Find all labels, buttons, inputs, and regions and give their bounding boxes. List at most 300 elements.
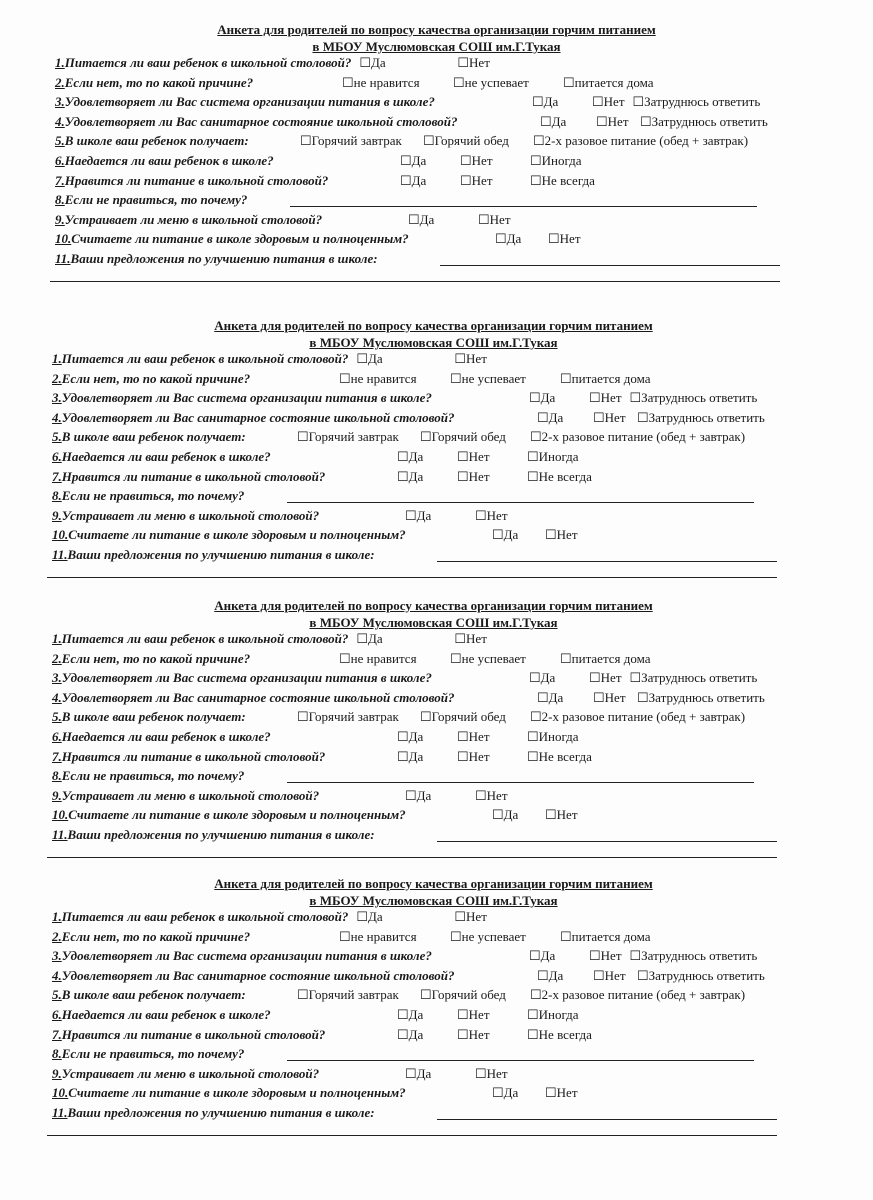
question-row	[55, 133, 845, 151]
checkbox-icon[interactable]: ☐	[420, 709, 432, 725]
checkbox-icon[interactable]: ☐	[397, 1007, 409, 1022]
answer-option[interactable]	[457, 449, 527, 465]
answer-option[interactable]	[527, 1007, 587, 1023]
checkbox-icon[interactable]: ☐	[560, 928, 572, 944]
checkbox-icon[interactable]: ☐	[423, 133, 435, 149]
question-text	[55, 133, 300, 149]
answer-option[interactable]	[454, 351, 495, 367]
checkbox-icon[interactable]: ☐	[632, 94, 645, 110]
answer-option[interactable]	[492, 527, 545, 543]
checkbox-icon[interactable]: ☐	[592, 94, 604, 110]
answer-option[interactable]	[530, 173, 603, 189]
option-label: Да	[548, 967, 564, 983]
checkbox-icon[interactable]: ☐	[420, 987, 432, 1003]
answer-option[interactable]	[420, 709, 530, 725]
answer-option[interactable]	[630, 670, 766, 686]
question-number: 3.	[52, 670, 62, 686]
answer-option[interactable]	[592, 94, 633, 110]
checkbox-icon[interactable]: ☐	[596, 113, 608, 129]
answer-option[interactable]	[630, 948, 766, 964]
question-number: 9.	[55, 211, 65, 227]
form-title: Анкета для родителей по вопросу качества организации горчим питанием	[214, 318, 653, 333]
checkbox-icon[interactable]: ☐	[400, 153, 412, 168]
answer-option[interactable]	[633, 94, 769, 110]
checkbox-icon[interactable]: ☐	[342, 74, 354, 90]
checkbox-icon[interactable]: ☐	[457, 468, 469, 484]
checkbox-icon[interactable]: ☐	[529, 390, 541, 406]
question-text	[52, 1105, 383, 1121]
answer-option[interactable]	[475, 788, 516, 804]
answer-line-input[interactable]	[47, 1135, 777, 1136]
answer-option[interactable]	[460, 173, 530, 189]
checkbox-icon[interactable]: ☐	[356, 909, 369, 924]
checkbox-icon[interactable]: ☐	[530, 987, 542, 1003]
question-label: Наедается ли ваш ребенок в школе?	[61, 729, 271, 744]
checkbox-icon[interactable]: ☐	[450, 928, 462, 944]
form-subtitle: в МБОУ Муслюмовская СОШ им.Г.Тукая	[312, 39, 561, 54]
question-number: 1.	[52, 631, 62, 646]
answer-option[interactable]	[495, 231, 548, 247]
question-row	[52, 390, 842, 408]
question-text	[52, 670, 529, 686]
checkbox-icon[interactable]: ☐	[629, 948, 642, 964]
option-label: Горячий завтрак	[308, 709, 399, 725]
answer-option[interactable]	[478, 212, 519, 228]
answer-line-input[interactable]	[440, 265, 780, 266]
option-label: Нет	[471, 172, 493, 188]
answer-option[interactable]	[400, 173, 460, 189]
checkbox-icon[interactable]: ☐	[593, 409, 605, 425]
question-row	[55, 75, 845, 93]
answer-option[interactable]	[408, 212, 478, 228]
option-label: Да	[506, 231, 522, 247]
question-label: Если не правиться, то почему?	[61, 488, 245, 504]
answer-option[interactable]	[423, 133, 533, 149]
checkbox-icon[interactable]: ☐	[408, 211, 420, 227]
question-row	[52, 429, 842, 447]
answer-option[interactable]	[560, 371, 659, 387]
checkbox-icon[interactable]: ☐	[527, 1007, 539, 1022]
checkbox-icon[interactable]: ☐	[450, 370, 462, 386]
checkbox-icon[interactable]: ☐	[420, 429, 432, 445]
answer-option[interactable]	[457, 729, 527, 745]
answer-option[interactable]	[589, 948, 630, 964]
option-label: Нет	[600, 948, 622, 964]
checkbox-icon[interactable]: ☐	[460, 153, 472, 168]
question-text	[52, 768, 252, 784]
answer-option[interactable]	[454, 631, 495, 647]
checkbox-icon[interactable]: ☐	[537, 689, 549, 705]
option-label: Горячий завтрак	[308, 429, 399, 445]
question-label: Питается ли ваш ребенок в школьной столовой?	[61, 631, 349, 646]
answer-option[interactable]	[529, 670, 589, 686]
checkbox-icon[interactable]: ☐	[457, 748, 469, 764]
form-subtitle: в МБОУ Муслюмовская СОШ им.Г.Тукая	[309, 335, 558, 350]
question-label: Нравится ли питание в школьной столовой?	[61, 1026, 326, 1042]
answer-line-input[interactable]	[287, 1060, 754, 1061]
answer-option[interactable]	[527, 729, 587, 745]
checkbox-icon[interactable]: ☐	[453, 74, 465, 90]
option-label: Да	[368, 631, 383, 646]
checkbox-icon[interactable]: ☐	[560, 650, 572, 666]
answer-option[interactable]	[537, 690, 593, 706]
answer-option[interactable]	[397, 729, 457, 745]
answer-option[interactable]	[596, 114, 640, 130]
question-label: Если нет, то по какой причине?	[61, 928, 251, 944]
checkbox-icon[interactable]: ☐	[530, 172, 542, 188]
checkbox-icon[interactable]: ☐	[397, 449, 409, 464]
checkbox-icon[interactable]: ☐	[457, 1026, 469, 1042]
answer-line-input[interactable]	[47, 857, 777, 858]
checkbox-icon[interactable]: ☐	[640, 113, 652, 129]
answer-line-input[interactable]	[287, 502, 754, 503]
checkbox-icon[interactable]: ☐	[529, 670, 541, 686]
question-text	[52, 351, 356, 367]
checkbox-icon[interactable]: ☐	[589, 670, 601, 686]
question-row	[52, 749, 842, 767]
answer-option[interactable]	[457, 55, 498, 71]
checkbox-icon[interactable]: ☐	[339, 370, 351, 386]
answer-option[interactable]	[589, 390, 630, 406]
question-number: 5.	[52, 429, 62, 445]
answer-option[interactable]	[297, 987, 420, 1003]
answer-option[interactable]	[530, 153, 590, 169]
form-title: Анкета для родителей по вопросу качества организации горчим питанием	[214, 876, 653, 891]
question-row	[52, 351, 842, 369]
answer-option[interactable]	[530, 429, 753, 445]
answer-option[interactable]	[560, 651, 659, 667]
checkbox-icon[interactable]: ☐	[492, 1085, 504, 1101]
checkbox-icon[interactable]: ☐	[589, 948, 601, 964]
checkbox-icon[interactable]: ☐	[478, 211, 490, 227]
checkbox-icon[interactable]: ☐	[495, 231, 507, 247]
option-label: Да	[548, 409, 564, 425]
checkbox-icon[interactable]: ☐	[527, 748, 539, 764]
answer-option[interactable]	[397, 449, 457, 465]
question-label: Ваши предложения по улучшению питания в школе:	[70, 251, 378, 266]
checkbox-icon[interactable]: ☐	[475, 1065, 487, 1081]
checkbox-icon[interactable]: ☐	[297, 709, 309, 725]
checkbox-icon[interactable]: ☐	[629, 390, 642, 406]
answer-option[interactable]	[297, 429, 420, 445]
checkbox-icon[interactable]: ☐	[454, 909, 467, 924]
checkbox-icon[interactable]: ☐	[460, 172, 472, 188]
answer-option[interactable]	[637, 968, 773, 984]
answer-option[interactable]	[548, 231, 589, 247]
answer-option[interactable]	[356, 909, 454, 925]
answer-option[interactable]	[593, 410, 637, 426]
option-label: 2-х разовое питание (обед + завтрак)	[541, 987, 746, 1003]
answer-option[interactable]	[405, 1066, 475, 1082]
option-label: Горячий завтрак	[311, 133, 402, 149]
checkbox-icon[interactable]: ☐	[457, 1007, 469, 1022]
answer-option[interactable]	[527, 1027, 600, 1043]
answer-option[interactable]	[527, 449, 587, 465]
checkbox-icon[interactable]: ☐	[397, 1026, 409, 1042]
answer-option[interactable]	[420, 429, 530, 445]
checkbox-icon[interactable]: ☐	[454, 351, 467, 366]
answer-option[interactable]	[545, 1085, 586, 1101]
question-text	[52, 987, 297, 1003]
question-row	[52, 690, 842, 708]
answer-line-input[interactable]	[47, 577, 777, 578]
question-row	[52, 929, 842, 947]
answer-option[interactable]	[637, 690, 773, 706]
checkbox-icon[interactable]: ☐	[593, 967, 605, 983]
question-row	[55, 231, 845, 249]
answer-option[interactable]	[560, 929, 659, 945]
checkbox-icon[interactable]: ☐	[530, 709, 542, 725]
question-number: 8.	[52, 1046, 62, 1062]
answer-line-input[interactable]	[50, 281, 780, 282]
answer-option[interactable]	[356, 351, 454, 367]
question-number: 6.	[52, 449, 62, 464]
answer-line-input[interactable]	[437, 841, 777, 842]
checkbox-icon[interactable]: ☐	[637, 967, 649, 983]
answer-option[interactable]	[397, 469, 457, 485]
checkbox-icon[interactable]: ☐	[405, 787, 417, 803]
question-number: 11.	[52, 1105, 68, 1120]
checkbox-icon[interactable]: ☐	[560, 370, 572, 386]
answer-option[interactable]	[339, 371, 450, 387]
option-label: Не всегда	[538, 748, 592, 764]
checkbox-icon[interactable]: ☐	[540, 113, 552, 129]
question-label: Удовлетворяет ли Вас санитарное состояние школьной столовой?	[64, 113, 458, 129]
answer-option[interactable]	[529, 390, 589, 406]
answer-option[interactable]	[405, 788, 475, 804]
question-number: 10.	[55, 231, 72, 247]
answer-option[interactable]	[397, 1007, 457, 1023]
checkbox-icon[interactable]: ☐	[359, 55, 372, 70]
question-text	[55, 251, 386, 267]
answer-option[interactable]	[397, 749, 457, 765]
answer-option[interactable]	[457, 469, 527, 485]
answer-option[interactable]	[537, 968, 593, 984]
question-row	[52, 670, 842, 688]
option-label: Нет	[468, 748, 490, 764]
checkbox-icon[interactable]: ☐	[405, 1065, 417, 1081]
checkbox-icon[interactable]: ☐	[529, 948, 541, 964]
question-label: В школе ваш ребенок получает:	[61, 709, 246, 725]
question-label: Устраивает ли меню в школьной столовой?	[64, 211, 323, 227]
checkbox-icon[interactable]: ☐	[339, 928, 351, 944]
checkbox-icon[interactable]: ☐	[545, 1085, 557, 1101]
answer-option[interactable]	[640, 114, 776, 130]
answer-option[interactable]	[457, 1007, 527, 1023]
checkbox-icon[interactable]: ☐	[527, 468, 539, 484]
question-label: Нравится ли питание в школьной столовой?	[64, 172, 329, 188]
question-number: 6.	[52, 1007, 62, 1022]
question-text	[52, 547, 383, 563]
answer-option[interactable]	[593, 690, 637, 706]
checkbox-icon[interactable]: ☐	[492, 527, 504, 543]
checkbox-icon[interactable]: ☐	[527, 1026, 539, 1042]
answer-option[interactable]	[420, 987, 530, 1003]
answer-option[interactable]	[533, 133, 756, 149]
checkbox-icon[interactable]: ☐	[397, 729, 409, 744]
question-row	[52, 1007, 842, 1025]
question-text	[52, 371, 339, 387]
answer-option[interactable]	[589, 670, 630, 686]
answer-option[interactable]	[492, 1085, 545, 1101]
form-title: Анкета для родителей по вопросу качества организации горчим питанием	[217, 22, 656, 37]
answer-line-input[interactable]	[287, 782, 754, 783]
question-number: 8.	[55, 192, 65, 208]
checkbox-icon[interactable]: ☐	[397, 748, 409, 764]
question-row	[55, 55, 845, 73]
checkbox-icon[interactable]: ☐	[405, 507, 417, 523]
checkbox-icon[interactable]: ☐	[397, 468, 409, 484]
question-row	[52, 807, 842, 825]
question-number: 2.	[52, 650, 62, 666]
answer-option[interactable]	[457, 1027, 527, 1043]
option-label: Нет	[468, 729, 490, 744]
answer-option[interactable]	[450, 929, 560, 945]
checkbox-icon[interactable]: ☐	[637, 689, 649, 705]
answer-option[interactable]	[545, 527, 586, 543]
checkbox-icon[interactable]: ☐	[450, 650, 462, 666]
checkbox-icon[interactable]: ☐	[527, 449, 539, 464]
checkbox-icon[interactable]: ☐	[530, 153, 542, 168]
question-number: 2.	[52, 928, 62, 944]
answer-option[interactable]	[339, 651, 450, 667]
checkbox-icon[interactable]: ☐	[475, 507, 487, 523]
checkbox-icon[interactable]: ☐	[563, 74, 575, 90]
question-text	[52, 948, 529, 964]
checkbox-icon[interactable]: ☐	[454, 631, 467, 646]
checkbox-icon[interactable]: ☐	[530, 429, 542, 445]
checkbox-icon[interactable]: ☐	[475, 787, 487, 803]
question-label: Ваши предложения по улучшению питания в школе:	[67, 1105, 375, 1120]
checkbox-icon[interactable]: ☐	[457, 449, 469, 464]
checkbox-icon[interactable]: ☐	[297, 987, 309, 1003]
question-text	[52, 631, 356, 647]
answer-option[interactable]	[540, 114, 596, 130]
answer-option[interactable]	[637, 410, 773, 426]
question-row	[52, 469, 842, 487]
answer-option[interactable]	[630, 390, 766, 406]
checkbox-icon[interactable]: ☐	[545, 807, 557, 823]
checkbox-icon[interactable]: ☐	[400, 172, 412, 188]
answer-option[interactable]	[530, 709, 753, 725]
question-number: 5.	[52, 709, 62, 725]
checkbox-icon[interactable]: ☐	[457, 55, 470, 70]
answer-option[interactable]	[397, 1027, 457, 1043]
checkbox-icon[interactable]: ☐	[629, 670, 642, 686]
checkbox-icon[interactable]: ☐	[545, 527, 557, 543]
question-label: Если не правиться, то почему?	[61, 1046, 245, 1062]
answer-line-input[interactable]	[437, 1119, 777, 1120]
question-row	[55, 251, 845, 269]
answer-option[interactable]	[527, 749, 600, 765]
question-row	[55, 94, 845, 112]
question-label: Если нет, то по какой причине?	[61, 650, 251, 666]
answer-option[interactable]	[563, 75, 662, 91]
option-label: Нет	[556, 527, 578, 543]
question-number: 2.	[55, 74, 65, 90]
answer-option[interactable]	[400, 153, 460, 169]
option-label: Горячий обед	[434, 133, 509, 149]
answer-option[interactable]	[460, 153, 530, 169]
answer-option[interactable]	[457, 749, 527, 765]
option-label: Нет	[486, 787, 508, 803]
answer-option[interactable]	[342, 75, 453, 91]
answer-option[interactable]	[356, 631, 454, 647]
answer-option[interactable]	[405, 508, 475, 524]
checkbox-icon[interactable]: ☐	[548, 231, 560, 247]
option-label: Затруднюсь ответить	[648, 409, 765, 425]
option-label: Да	[540, 670, 556, 686]
checkbox-icon[interactable]: ☐	[637, 409, 649, 425]
checkbox-icon[interactable]: ☐	[492, 807, 504, 823]
answer-option[interactable]	[532, 94, 592, 110]
answer-option[interactable]	[545, 807, 586, 823]
option-label: Горячий обед	[431, 429, 506, 445]
answer-option[interactable]	[492, 807, 545, 823]
checkbox-icon[interactable]: ☐	[589, 390, 601, 406]
option-label: Затруднюсь ответить	[641, 948, 758, 964]
answer-option[interactable]	[537, 410, 593, 426]
checkbox-icon[interactable]: ☐	[297, 429, 309, 445]
checkbox-icon[interactable]: ☐	[300, 133, 312, 149]
checkbox-icon[interactable]: ☐	[537, 967, 549, 983]
answer-option[interactable]	[450, 371, 560, 387]
answer-option[interactable]	[297, 709, 420, 725]
option-label: Не всегда	[538, 1026, 592, 1042]
answer-line-input[interactable]	[290, 206, 757, 207]
option-label: Да	[543, 94, 559, 110]
checkbox-icon[interactable]: ☐	[593, 689, 605, 705]
checkbox-icon[interactable]: ☐	[356, 351, 369, 366]
checkbox-icon[interactable]: ☐	[537, 409, 549, 425]
answer-line-input[interactable]	[437, 561, 777, 562]
option-label: Нет	[468, 1026, 490, 1042]
question-text	[52, 651, 339, 667]
answer-option[interactable]	[450, 651, 560, 667]
option-label: Затруднюсь ответить	[644, 94, 761, 110]
questionnaire-form	[0, 876, 870, 1156]
answer-option[interactable]	[475, 508, 516, 524]
checkbox-icon[interactable]: ☐	[457, 729, 469, 744]
answer-option[interactable]	[454, 909, 495, 925]
answer-option[interactable]	[527, 469, 600, 485]
question-row	[52, 729, 842, 747]
checkbox-icon[interactable]: ☐	[339, 650, 351, 666]
answer-option[interactable]	[300, 133, 423, 149]
checkbox-icon[interactable]: ☐	[527, 729, 539, 744]
checkbox-icon[interactable]: ☐	[356, 631, 369, 646]
option-label: питается дома	[571, 370, 651, 386]
option-label: Нет	[559, 231, 581, 247]
checkbox-icon[interactable]: ☐	[532, 94, 544, 110]
checkbox-icon[interactable]: ☐	[533, 133, 545, 149]
option-label: Да	[371, 55, 386, 70]
question-text	[52, 729, 397, 745]
option-label: Да	[416, 787, 432, 803]
question-row	[52, 371, 842, 389]
question-text	[52, 968, 537, 984]
answer-option[interactable]	[530, 987, 753, 1003]
answer-option[interactable]	[453, 75, 563, 91]
option-label: Нет	[604, 967, 626, 983]
question-number: 4.	[52, 967, 62, 983]
answer-option[interactable]	[529, 948, 589, 964]
answer-option[interactable]	[339, 929, 450, 945]
answer-option[interactable]	[593, 968, 637, 984]
answer-option[interactable]	[475, 1066, 516, 1082]
answer-option[interactable]	[359, 55, 457, 71]
question-text	[55, 94, 532, 110]
